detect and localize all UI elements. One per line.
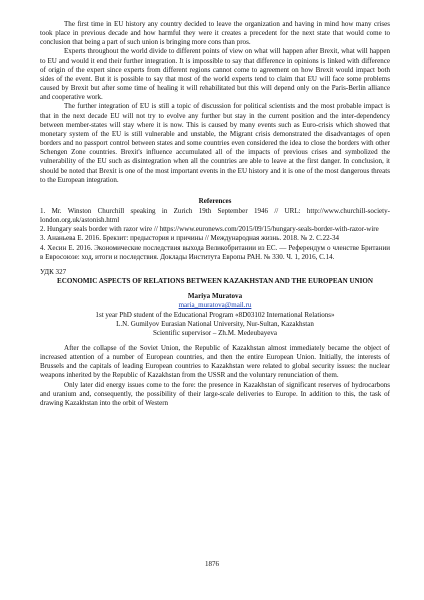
scientific-supervisor: Scientific supervisor – Zh.M. Medeubayeva — [152, 328, 278, 337]
author-affiliation: 1st year PhD student of the Educational Program «8D03102 International Relations» — [95, 310, 335, 319]
author-university: L.N. Gumilyov Eurasian National University, Nur-Sultan, Kazakhstan — [116, 319, 314, 328]
references-heading: References — [198, 196, 232, 205]
page-content — [40, 20, 390, 408]
body-paragraph: The further integration of EU is still a topic of discussion for political scientists and the most probable impact is that in the next decade EU will not try to evolve any further but stay in the current position and the inter-dependency between member-states will stay where it is now. This is caused by many events such as Euro-crisis which showed that monetary system of the EU is still vulnerable and unstable, the Migrant crisis demonstrated the disadvantages of open borders and no passport control between states and some countries even considered the idea to close the borders with other Schengen Zone countries. Brexit's influence accumulated all of the impacts of previous crises and symbolized the vulnerability of the EU such as disintegration when all the countries are able to leave at the first danger. In conclusion, it should be noted that Brexit is one of the most important events in the EU history and it is one of the most dangerous threats to the European integration. — [40, 102, 390, 184]
author-name: Mariya Muratova — [187, 292, 243, 301]
body-paragraph: After the collapse of the Soviet Union, the Republic of Kazakhstan almost immediately became the object of increased attention of a number of European countries, and then the entire European Union. Initially, the interests of Brussels and the capitals of leading European countries to Kazakhstan were related to global security issues: the nuclear weapons inherited by the Republic of Kazakhstan from the USSR and the voluntary renunciation of them. — [40, 344, 390, 380]
reference-item: 4. Хесин Е. 2016. Экономические последствия выхода Великобритании из ЕС. — Референдум о членстве Британии в Евросоюзе: ход, итоги и последствия. Доклады Института Европы РАН. № 330. Ч. 1, 2016, С.14. — [40, 243, 390, 261]
author-email-link[interactable]: maria_muratova@mail.ru — [178, 301, 252, 310]
udc-code: УДК 327 — [40, 267, 67, 276]
article-title: ECONOMIC ASPECTS OF RELATIONS BETWEEN KAZAKHSTAN AND THE EUROPEAN UNION — [57, 277, 373, 286]
reference-item: 1. Mr. Winston Churchill speaking in Zurich 19th September 1946 // URL: http://www.churchill-society-london.org.uk/astonish.html — [40, 206, 390, 225]
reference-item: 2. Hungary seals border with razor wire // https://www.euronews.com/2015/09/15/hungary-seals-border-with-razor-wire — [40, 225, 379, 234]
body-paragraph: Experts throughout the world divide to different points of view on what will happen after Brexit, what will happen to EU and would it end their further integration. It is impossible to say that difference in opinions is linked with difference of origin of the expert since experts from different regions cannot come to agreement on how Brexit would impact both sides of the event. But it is possible to say that most of the world experts tend to claim that EU will face some problems caused by Brexit but after some time of healing it will rehabilitated but this will depend only on the Paris-Berlin alliance and cooperative work. — [40, 47, 390, 102]
page-number: 1876 — [205, 560, 219, 568]
body-paragraph: Only later did energy issues come to the fore: the presence in Kazakhstan of significant reserves of hydrocarbons and uranium and, consequently, the possibility of their large-scale deliveries to Europe. In addition to this, the task of drawing Kazakhstan into the orbit of Western — [40, 380, 390, 407]
reference-item: 3. Ананьева Е. 2016. Брекзит: предыстория и причины // Международная жизнь. 2018. № 2. С.22-34 — [40, 234, 340, 243]
body-paragraph: The first time in EU history any country decided to leave the organization and having in mind how many crises took place in previous decade and how harmful they were it creates a precedent for the next state that would come to conclusion that being a part of such union is bringing more cons than pros. — [40, 20, 390, 47]
